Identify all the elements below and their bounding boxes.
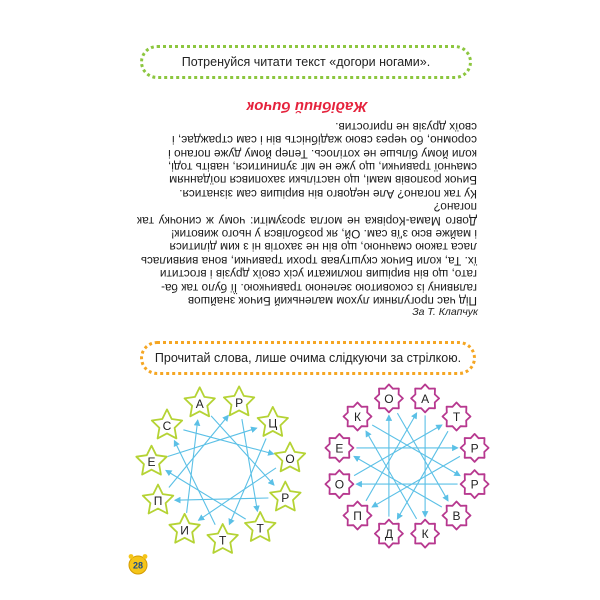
story-line: коли йому більше не хотілось. Тепер йому дуже погано і — [168, 146, 477, 161]
wheel-letter: Р — [470, 441, 479, 456]
story-line: своїх друзів не пригостив. — [335, 119, 477, 134]
page-number-badge — [127, 553, 149, 575]
wheel-letter: Е — [147, 455, 156, 470]
wheel-letter: К — [354, 410, 361, 424]
wheel-arrow — [183, 430, 273, 454]
story-line: гато, що він вирішив покликати усіх своїх друзів і вгостити — [159, 267, 477, 282]
wheel-letter: П — [153, 494, 163, 509]
story-line: смачної травички, що уже не міг зупинитися, навіть тоді, — [168, 159, 477, 174]
wheel-arrow — [169, 416, 228, 488]
story-line: Бичок розповів мамі, що настільки захопився поїданням — [169, 173, 477, 188]
wheel-letter: Т — [219, 533, 227, 548]
wheel-letter: Р — [281, 491, 290, 506]
wheel-letter: И — [180, 523, 189, 538]
story-line: ласа такою смачною, що він не захотів ні з ким ділитися — [169, 240, 477, 255]
story-line: їх. Та, коли Бичок скуштував трохи травички, вона виявилась — [140, 253, 477, 268]
wheel-arrow — [187, 420, 198, 513]
wheel-letter: Т — [452, 410, 461, 424]
wheel-letter: О — [285, 451, 295, 466]
wheel-letter: Р — [470, 477, 479, 492]
wheel-arrow — [174, 441, 215, 525]
story-author: За Т. Клапчук — [412, 306, 478, 318]
story-line: галявину із соковитою зеленою травичкою. Її було так ба- — [161, 280, 477, 295]
story-line: Ку так погано? Але недовго він вирішив сам зізнатися. — [179, 186, 477, 201]
task-instruction-2: Прочитай слова, лише очима слідкуючи за стрілкою. — [154, 351, 462, 365]
wheel-letter: Е — [335, 441, 344, 456]
wheel-letter: Ц — [268, 416, 278, 431]
wheel-arrow — [175, 498, 268, 500]
story-line: і майже всю з'їв сам. Ой, як розболівся у нього животик! — [171, 226, 477, 241]
wheel-letter: Д — [384, 527, 393, 542]
wheel-letter: Т — [256, 521, 264, 536]
wheel-letter: Р — [235, 395, 244, 410]
task-instruction-1: Потренуйся читати текст «догори ногами». — [181, 55, 431, 69]
story-line: Довго Мама-Корівка не могла зрозуміти: чому ж синочку так погано? — [137, 200, 477, 228]
story-title: Жадібний бичок — [246, 98, 368, 115]
wheel-letter: С — [162, 418, 172, 433]
wheel-arrow — [166, 471, 246, 520]
left-letter-wheel — [136, 386, 305, 553]
right-letter-wheel — [325, 384, 488, 547]
wheel-letter: В — [452, 509, 461, 523]
wheel-arrow — [168, 428, 257, 456]
wheel-letter: П — [353, 509, 362, 523]
story-line: Під час прогулянки лухом маленький Бичок знайшов — [187, 294, 477, 308]
wheel-letter: К — [421, 527, 429, 542]
wheel-letter: А — [195, 396, 204, 411]
page-number: 28 — [132, 560, 144, 571]
story-line: соромно, бо через свою жадібність він і сам страждає, і — [172, 133, 477, 148]
wheel-letter: О — [334, 477, 345, 492]
wheel-arrow — [199, 468, 276, 520]
wheel-letter: А — [421, 391, 430, 406]
wheel-letter: О — [384, 391, 394, 406]
alarm-clock-icon — [127, 553, 149, 575]
